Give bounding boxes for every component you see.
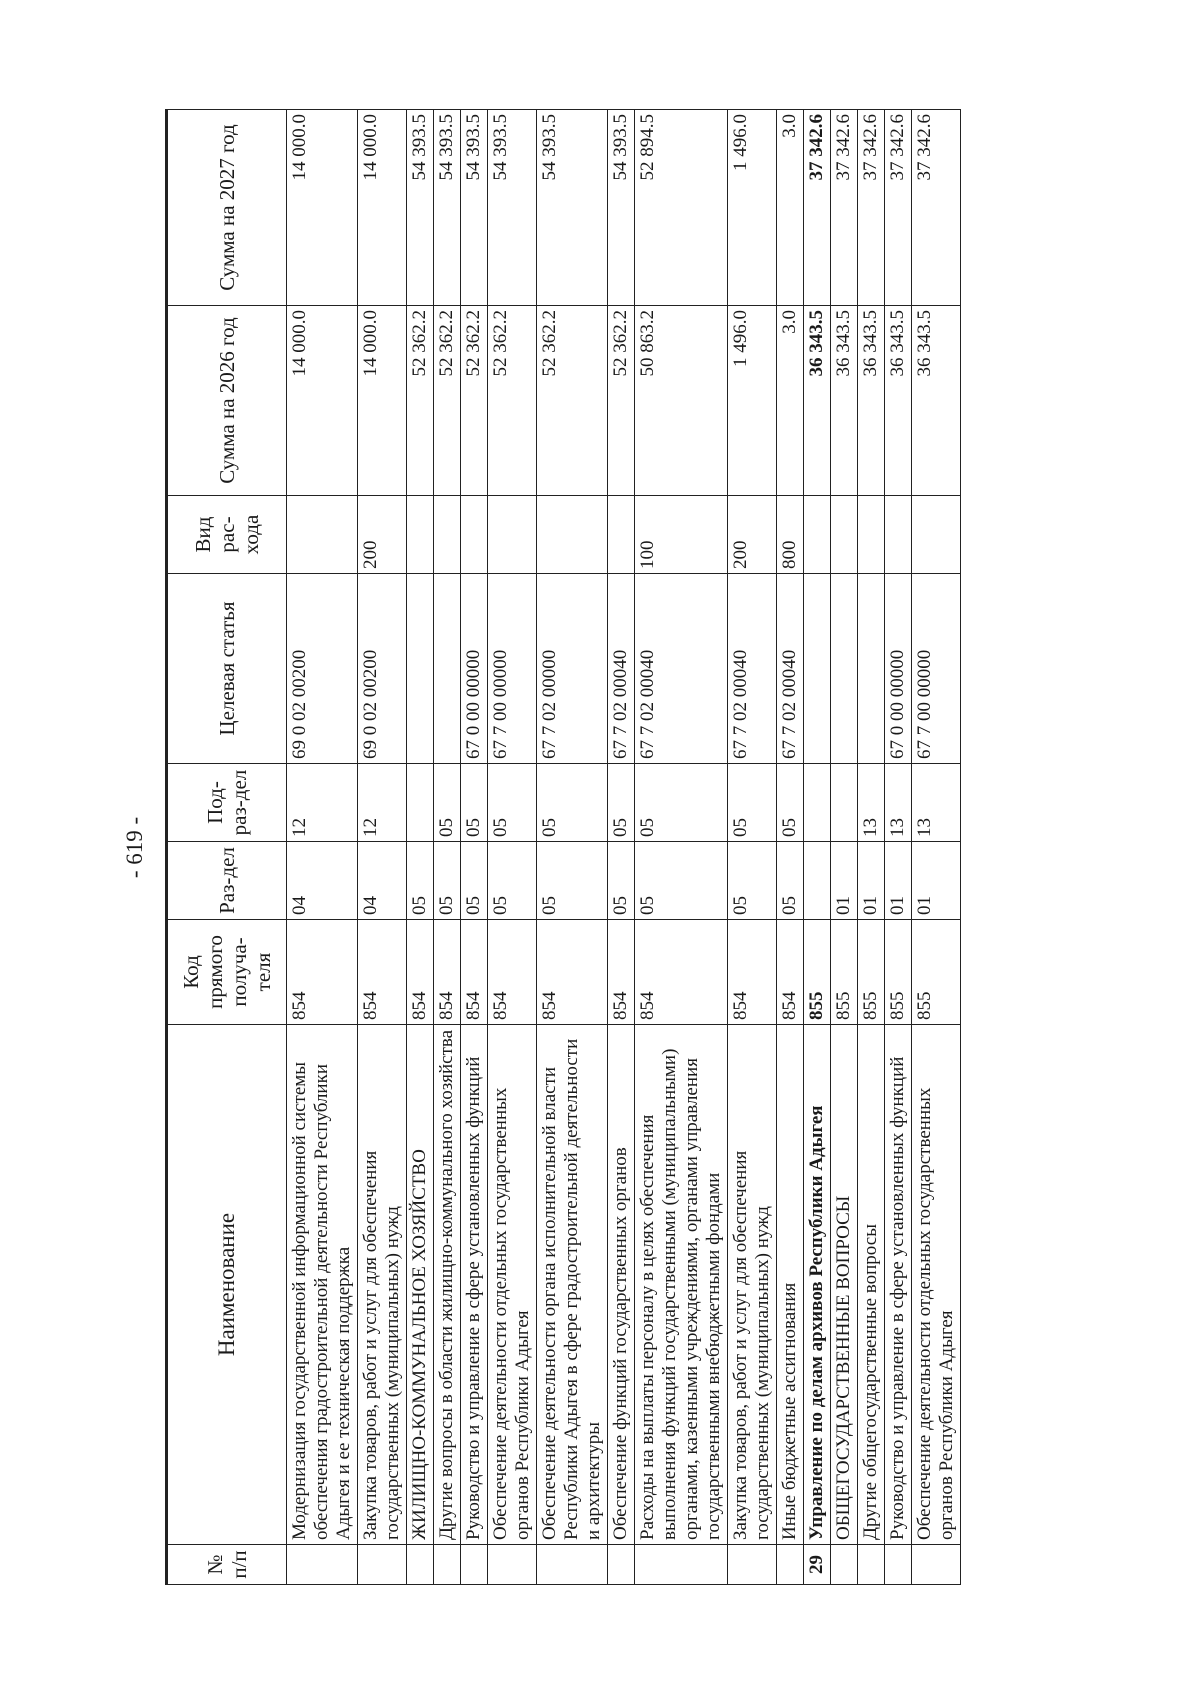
cell-podrazdel: 05 bbox=[434, 764, 461, 842]
budget-table bbox=[165, 109, 961, 1585]
cell-code: 854 bbox=[635, 920, 728, 1025]
cell-razdel: 05 bbox=[537, 842, 608, 920]
cell-vid: 200 bbox=[358, 496, 407, 574]
cell-code: 855 bbox=[831, 920, 858, 1025]
cell-sum2026: 52 362.2 bbox=[608, 306, 635, 496]
cell-no bbox=[912, 1545, 961, 1585]
cell-code: 854 bbox=[287, 920, 358, 1025]
cell-code: 854 bbox=[608, 920, 635, 1025]
cell-sum2027: 37 342.6 bbox=[912, 110, 961, 306]
cell-name: Закупка товаров, работ и услуг для обеспечения государственных (муниципальных) нужд bbox=[358, 1025, 407, 1545]
cell-podrazdel: 05 bbox=[488, 764, 537, 842]
cell-sum2026: 14 000.0 bbox=[358, 306, 407, 496]
cell-name: Обеспечение функций государственных органов bbox=[608, 1025, 635, 1545]
header-podrazdel: Под-раз-дел bbox=[167, 764, 287, 842]
table-body bbox=[287, 110, 961, 1585]
cell-vid bbox=[912, 496, 961, 574]
cell-no bbox=[777, 1545, 804, 1585]
cell-code: 854 bbox=[434, 920, 461, 1025]
cell-vid: 800 bbox=[777, 496, 804, 574]
cell-tselevaya: 67 7 00 00000 bbox=[488, 574, 537, 764]
header-vid: Вид рас-хода bbox=[167, 496, 287, 574]
cell-tselevaya: 67 0 00 00000 bbox=[461, 574, 488, 764]
table-row bbox=[804, 110, 831, 1585]
cell-no: 29 bbox=[804, 1545, 831, 1585]
table-row bbox=[912, 110, 961, 1585]
cell-podrazdel: 05 bbox=[608, 764, 635, 842]
table-row bbox=[537, 110, 608, 1585]
cell-sum2026: 1 496.0 bbox=[728, 306, 777, 496]
cell-name: Другие вопросы в области жилищно-коммунального хозяйства bbox=[434, 1025, 461, 1545]
cell-vid bbox=[287, 496, 358, 574]
cell-razdel: 05 bbox=[728, 842, 777, 920]
cell-sum2026: 36 343.5 bbox=[804, 306, 831, 496]
cell-no bbox=[358, 1545, 407, 1585]
cell-razdel: 04 bbox=[287, 842, 358, 920]
cell-podrazdel: 12 bbox=[358, 764, 407, 842]
cell-vid bbox=[537, 496, 608, 574]
cell-podrazdel: 13 bbox=[912, 764, 961, 842]
cell-sum2026: 52 362.2 bbox=[461, 306, 488, 496]
cell-name: Закупка товаров, работ и услуг для обеспечения государственных (муниципальных) нужд bbox=[728, 1025, 777, 1545]
header-no: № п/п bbox=[167, 1545, 287, 1585]
cell-code: 854 bbox=[777, 920, 804, 1025]
cell-sum2026: 36 343.5 bbox=[885, 306, 912, 496]
cell-no bbox=[461, 1545, 488, 1585]
cell-name: Управление по делам архивов Республики Адыгея bbox=[804, 1025, 831, 1545]
table-row bbox=[434, 110, 461, 1585]
table-row bbox=[777, 110, 804, 1585]
cell-code: 854 bbox=[728, 920, 777, 1025]
cell-tselevaya bbox=[858, 574, 885, 764]
cell-no bbox=[434, 1545, 461, 1585]
cell-sum2026: 52 362.2 bbox=[407, 306, 434, 496]
cell-sum2027: 54 393.5 bbox=[608, 110, 635, 306]
table-row bbox=[831, 110, 858, 1585]
header-name: Наименование bbox=[167, 1025, 287, 1545]
cell-sum2027: 37 342.6 bbox=[804, 110, 831, 306]
cell-sum2027: 14 000.0 bbox=[358, 110, 407, 306]
cell-razdel: 04 bbox=[358, 842, 407, 920]
cell-sum2027: 37 342.6 bbox=[858, 110, 885, 306]
cell-tselevaya: 67 7 00 00000 bbox=[912, 574, 961, 764]
cell-razdel: 05 bbox=[461, 842, 488, 920]
cell-sum2027: 54 393.5 bbox=[488, 110, 537, 306]
cell-no bbox=[885, 1545, 912, 1585]
cell-vid bbox=[461, 496, 488, 574]
cell-tselevaya: 69 0 02 00200 bbox=[358, 574, 407, 764]
table-row bbox=[858, 110, 885, 1585]
cell-vid bbox=[608, 496, 635, 574]
cell-podrazdel: 13 bbox=[885, 764, 912, 842]
cell-vid bbox=[804, 496, 831, 574]
cell-code: 855 bbox=[804, 920, 831, 1025]
table-row bbox=[885, 110, 912, 1585]
cell-no bbox=[407, 1545, 434, 1585]
cell-name: Другие общегосударственные вопросы bbox=[858, 1025, 885, 1545]
cell-sum2026: 52 362.2 bbox=[434, 306, 461, 496]
cell-tselevaya: 67 7 02 00040 bbox=[777, 574, 804, 764]
cell-code: 855 bbox=[858, 920, 885, 1025]
cell-sum2027: 54 393.5 bbox=[461, 110, 488, 306]
cell-sum2026: 3.0 bbox=[777, 306, 804, 496]
cell-no bbox=[831, 1545, 858, 1585]
cell-no bbox=[537, 1545, 608, 1585]
cell-code: 854 bbox=[461, 920, 488, 1025]
cell-name: Расходы на выплаты персоналу в целях обеспечения выполнения функций государственными (муниципальными) органами, казенными учреждениями, органами управления государственными внебюджетными фондами bbox=[635, 1025, 728, 1545]
cell-vid bbox=[488, 496, 537, 574]
cell-no bbox=[287, 1545, 358, 1585]
cell-sum2026: 36 343.5 bbox=[858, 306, 885, 496]
cell-tselevaya: 67 0 00 00000 bbox=[885, 574, 912, 764]
cell-sum2026: 50 863.2 bbox=[635, 306, 728, 496]
table-row bbox=[358, 110, 407, 1585]
cell-vid bbox=[885, 496, 912, 574]
table-row bbox=[728, 110, 777, 1585]
cell-podrazdel: 05 bbox=[635, 764, 728, 842]
cell-sum2027: 14 000.0 bbox=[287, 110, 358, 306]
cell-razdel: 01 bbox=[885, 842, 912, 920]
cell-name: ЖИЛИЩНО-КОММУНАЛЬНОЕ ХОЗЯЙСТВО bbox=[407, 1025, 434, 1545]
cell-no bbox=[608, 1545, 635, 1585]
cell-sum2026: 52 362.2 bbox=[488, 306, 537, 496]
cell-name: ОБЩЕГОСУДАРСТВЕННЫЕ ВОПРОСЫ bbox=[831, 1025, 858, 1545]
cell-name: Обеспечение деятельности отдельных государственных органов Республики Адыгея bbox=[912, 1025, 961, 1545]
cell-razdel: 01 bbox=[912, 842, 961, 920]
cell-razdel: 01 bbox=[831, 842, 858, 920]
cell-podrazdel: 05 bbox=[728, 764, 777, 842]
cell-code: 854 bbox=[488, 920, 537, 1025]
cell-sum2027: 37 342.6 bbox=[885, 110, 912, 306]
cell-razdel: 05 bbox=[434, 842, 461, 920]
header-sum2026: Сумма на 2026 год bbox=[167, 306, 287, 496]
cell-podrazdel bbox=[831, 764, 858, 842]
header-code: Код прямого получа-теля bbox=[167, 920, 287, 1025]
cell-sum2026: 36 343.5 bbox=[831, 306, 858, 496]
cell-podrazdel: 05 bbox=[777, 764, 804, 842]
cell-name: Обеспечение деятельности органа исполнительной власти Республики Адыгея в сфере градостроительной деятельности и архитектуры bbox=[537, 1025, 608, 1545]
cell-no bbox=[488, 1545, 537, 1585]
cell-vid bbox=[831, 496, 858, 574]
cell-name: Руководство и управление в сфере установленных функций bbox=[461, 1025, 488, 1545]
table-row bbox=[488, 110, 537, 1585]
cell-name: Руководство и управление в сфере установленных функций bbox=[885, 1025, 912, 1545]
cell-razdel: 01 bbox=[858, 842, 885, 920]
cell-sum2026: 14 000.0 bbox=[287, 306, 358, 496]
cell-razdel bbox=[804, 842, 831, 920]
cell-podrazdel bbox=[407, 764, 434, 842]
cell-razdel: 05 bbox=[635, 842, 728, 920]
cell-sum2027: 54 393.5 bbox=[434, 110, 461, 306]
cell-tselevaya: 67 7 02 00040 bbox=[608, 574, 635, 764]
cell-tselevaya bbox=[831, 574, 858, 764]
cell-code: 854 bbox=[407, 920, 434, 1025]
cell-tselevaya: 69 0 02 00200 bbox=[287, 574, 358, 764]
table-row bbox=[461, 110, 488, 1585]
header-razdel: Раз-дел bbox=[167, 842, 287, 920]
table-row bbox=[287, 110, 358, 1585]
cell-tselevaya bbox=[804, 574, 831, 764]
cell-razdel: 05 bbox=[488, 842, 537, 920]
cell-podrazdel: 13 bbox=[858, 764, 885, 842]
cell-vid bbox=[434, 496, 461, 574]
cell-vid bbox=[407, 496, 434, 574]
cell-podrazdel: 05 bbox=[537, 764, 608, 842]
cell-podrazdel bbox=[804, 764, 831, 842]
cell-tselevaya bbox=[407, 574, 434, 764]
table-row bbox=[407, 110, 434, 1585]
cell-sum2027: 54 393.5 bbox=[407, 110, 434, 306]
cell-name: Иные бюджетные ассигнования bbox=[777, 1025, 804, 1545]
header-tselevaya: Целевая статья bbox=[167, 574, 287, 764]
cell-code: 854 bbox=[537, 920, 608, 1025]
cell-vid: 200 bbox=[728, 496, 777, 574]
cell-code: 855 bbox=[885, 920, 912, 1025]
cell-sum2026: 36 343.5 bbox=[912, 306, 961, 496]
cell-razdel: 05 bbox=[777, 842, 804, 920]
cell-code: 855 bbox=[912, 920, 961, 1025]
page-number: - 619 - bbox=[122, 816, 147, 879]
cell-no bbox=[635, 1545, 728, 1585]
cell-no bbox=[858, 1545, 885, 1585]
cell-vid: 100 bbox=[635, 496, 728, 574]
cell-tselevaya bbox=[434, 574, 461, 764]
table-row bbox=[608, 110, 635, 1585]
cell-tselevaya: 67 7 02 00040 bbox=[728, 574, 777, 764]
cell-podrazdel: 12 bbox=[287, 764, 358, 842]
rotated-page bbox=[115, 110, 1120, 1585]
table-row bbox=[635, 110, 728, 1585]
cell-sum2026: 52 362.2 bbox=[537, 306, 608, 496]
cell-razdel: 05 bbox=[608, 842, 635, 920]
cell-tselevaya: 67 7 02 00040 bbox=[635, 574, 728, 764]
cell-name: Модернизация государственной информационной системы обеспечения градостроительной деятельности Республики Адыгея и ее техническая поддержка bbox=[287, 1025, 358, 1545]
cell-no bbox=[728, 1545, 777, 1585]
cell-tselevaya: 67 7 02 00000 bbox=[537, 574, 608, 764]
cell-sum2027: 52 894.5 bbox=[635, 110, 728, 306]
cell-sum2027: 54 393.5 bbox=[537, 110, 608, 306]
table-header-row bbox=[167, 110, 287, 1585]
cell-sum2027: 37 342.6 bbox=[831, 110, 858, 306]
cell-code: 854 bbox=[358, 920, 407, 1025]
cell-sum2027: 3.0 bbox=[777, 110, 804, 306]
cell-sum2027: 1 496.0 bbox=[728, 110, 777, 306]
cell-podrazdel: 05 bbox=[461, 764, 488, 842]
cell-razdel: 05 bbox=[407, 842, 434, 920]
cell-name: Обеспечение деятельности отдельных государственных органов Республики Адыгея bbox=[488, 1025, 537, 1545]
cell-vid bbox=[858, 496, 885, 574]
header-sum2027: Сумма на 2027 год bbox=[167, 110, 287, 306]
